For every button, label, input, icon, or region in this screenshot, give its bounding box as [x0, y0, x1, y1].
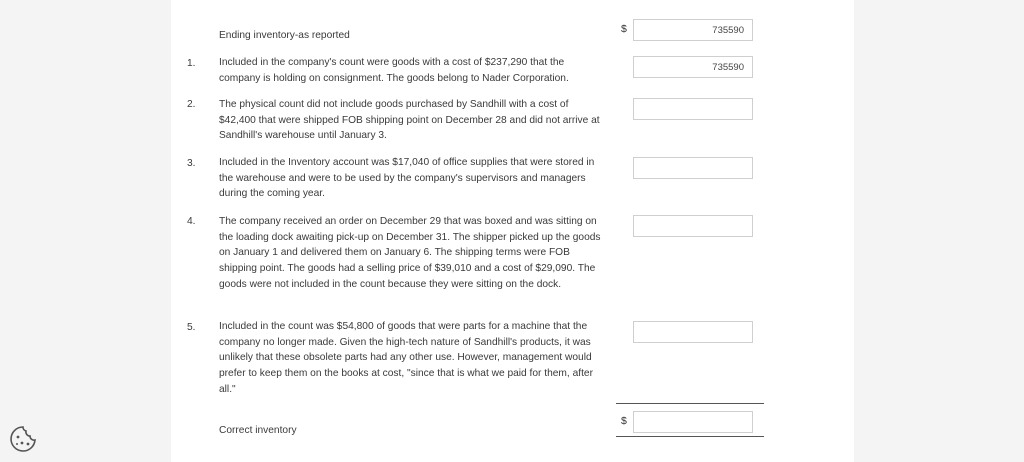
correct-inventory-label: Correct inventory	[219, 425, 297, 436]
ending-inventory-input[interactable]: 735590	[633, 19, 753, 41]
total-top-rule	[616, 403, 764, 404]
item-3-input[interactable]	[633, 157, 753, 179]
item-3-number: 3.	[187, 158, 196, 169]
item-4-text: The company received an order on December 29 that was boxed and was sitting on the loading dock awaiting pick-up on December 31. The shipper picked up the goods on January 1 and delivered them on January 6. The shipping terms were FOB shipping point. The goods had a selling price of $39,010 and a cost of $29,090. The goods were not included in the count because they were sitting on the dock.	[219, 216, 601, 290]
item-2-text: The physical count did not include goods purchased by Sandhill with a cost of $42,400 that were shipped FOB shipping point on December 28 and did not arrive at Sandhill's warehouse until January 3.	[219, 99, 600, 142]
item-5-text: Included in the count was $54,800 of goods that were parts for a machine that the company no longer made. Given the high-tech nature of Sandhill's products, it was unlikely that these obsolete parts had any other use. However, management would prefer to keep them on the books at cost, "since that is what we paid for them, after all."	[219, 321, 593, 395]
correct-inventory-input[interactable]	[633, 411, 753, 433]
ending-inventory-label: Ending inventory-as reported	[219, 30, 350, 41]
cookie-icon[interactable]	[8, 424, 38, 454]
item-3-text: Included in the Inventory account was $17,040 of office supplies that were stored in the warehouse and were to be used by the company's supervisors and managers during the coming year.	[219, 157, 595, 200]
footer-dollar-sign: $	[621, 415, 627, 427]
item-2-number: 2.	[187, 99, 196, 110]
item-1-input[interactable]: 735590	[633, 56, 753, 78]
total-bottom-rule	[616, 436, 764, 437]
item-1-number: 1.	[187, 58, 196, 69]
item-1-text: Included in the company's count were goods with a cost of $237,290 that the company is holding on consignment. The goods belong to Nader Corporation.	[219, 57, 569, 84]
item-2-input[interactable]	[633, 98, 753, 120]
item-5-input[interactable]	[633, 321, 753, 343]
item-4-number: 4.	[187, 216, 196, 227]
header-dollar-sign: $	[621, 23, 627, 35]
item-4-input[interactable]	[633, 215, 753, 237]
item-5-number: 5.	[187, 322, 196, 333]
